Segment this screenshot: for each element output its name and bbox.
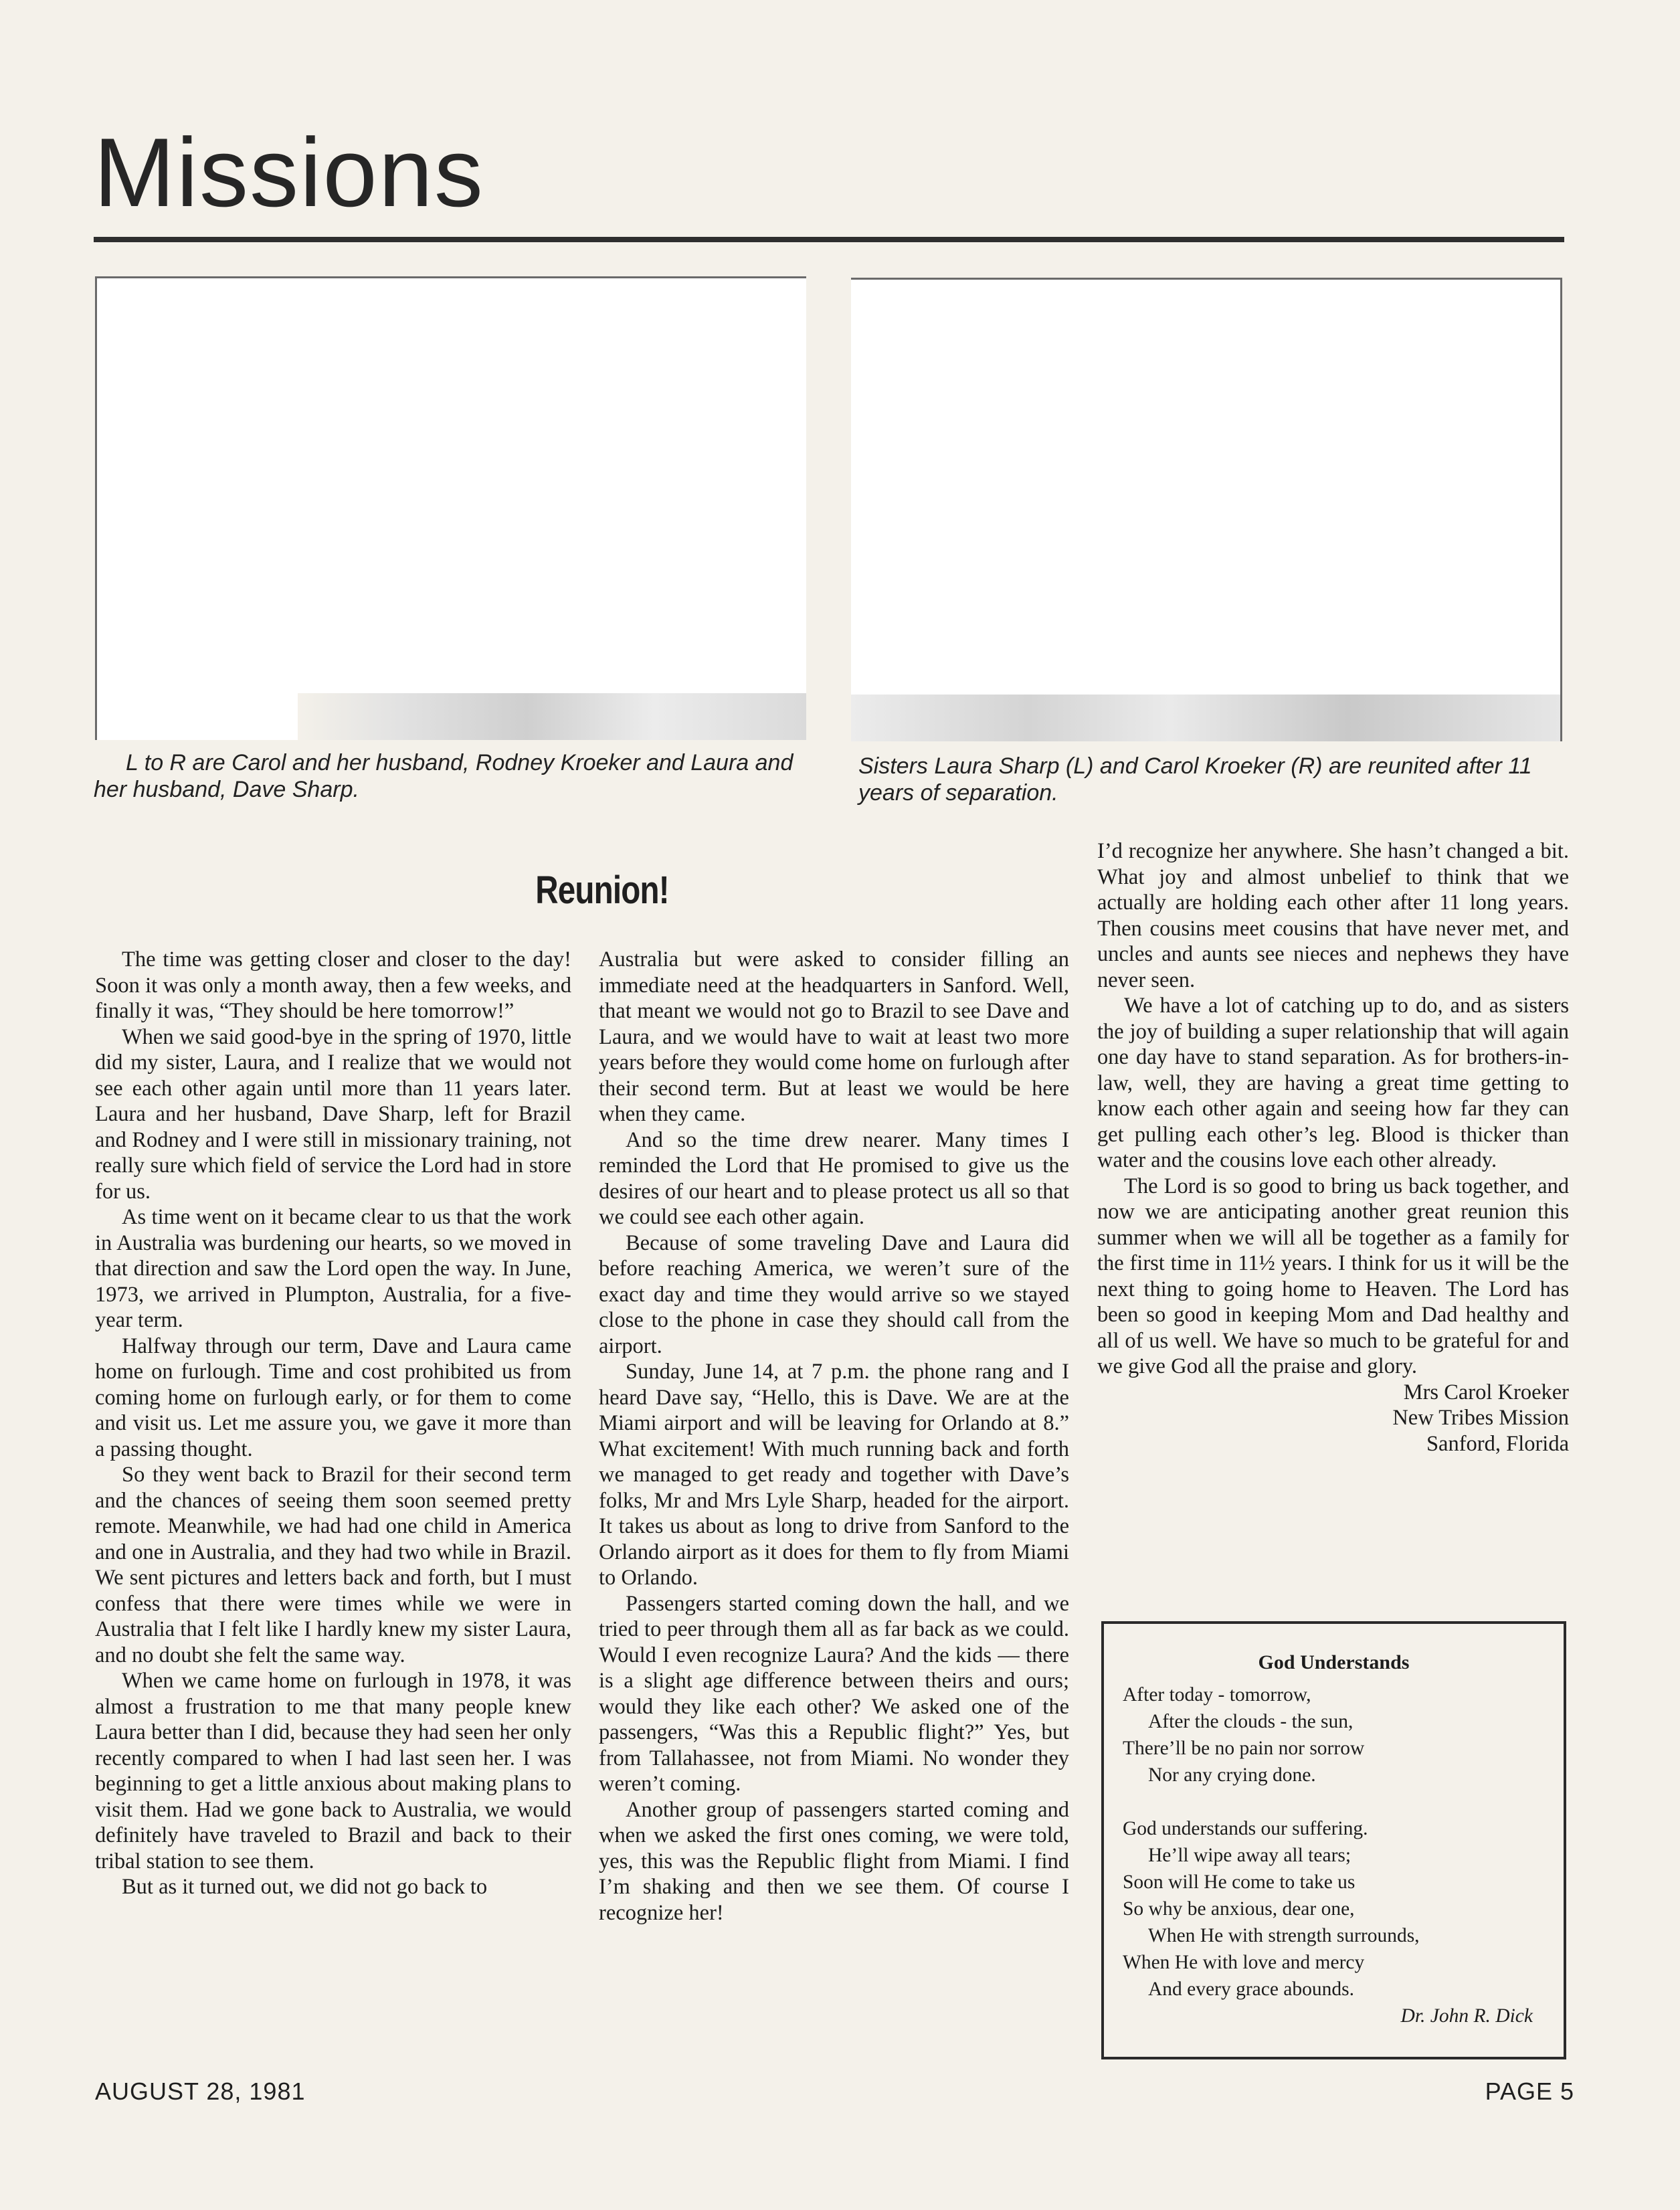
paragraph: As time went on it became clear to us that the work in Australia was burdening our hearts, so we moved in that direction and saw the Lord open the way. In June, 1973, we arrived in Plumpton, Australia, for a five-year term. xyxy=(95,1205,571,1332)
paragraph: When we came home on furlough in 1978, it was almost a frustration to me that many people knew Laura better than I did, because they had seen her only recently compared to when I had last seen her. I was beginning to get a little anxious about making plans to visit them. Had we gone back to Australia, we would definitely have traveled to Brazil and back to their tribal station to see them. xyxy=(95,1669,571,1873)
poem-line: So why be anxious, dear one, xyxy=(1123,1898,1355,1920)
paragraph: Passengers started coming down the hall, and we tried to peer through them all as far back as we could. Would I even recognize Laura? And the kids — there is a slight age difference between theirs and ours; would they like each other? We asked one of the passengers, “Was this a Republic flight?” Yes, but from Tallahassee, not from Miami. No wonder they weren’t coming. xyxy=(599,1591,1069,1796)
article-column-3 xyxy=(1097,838,1569,1457)
paragraph: And so the time drew nearer. Many times I reminded the Lord that He promised to give us the desires of our heart and to please protect us all so that we could see each other again. xyxy=(599,1127,1069,1229)
photo-strip xyxy=(851,695,1560,741)
poem-title: God Understands xyxy=(1258,1651,1410,1673)
poem-line: When He with strength surrounds, xyxy=(1148,1925,1420,1946)
article-column-1 xyxy=(95,947,571,1900)
paragraph: The Lord is so good to bring us back together, and now we are anticipating another great reunion this summer when we will all be together as a family for the first time in 11½ years. I think for us it will be the next thing to going home to Heaven. The Lord has been so good in keeping Mom and Dad healthy and all of us well. We have so much to be grateful for and we give God all the praise and glory. xyxy=(1097,1174,1569,1378)
caption-left: L to R are Carol and her husband, Rodney Kroeker and Laura and her husband, Dave Sharp. xyxy=(94,750,794,802)
poem-line: God understands our suffering. xyxy=(1123,1818,1368,1839)
paragraph: I’d recognize her anywhere. She hasn’t changed a bit. What joy and almost unbelief to think that we actually are holding each other after 11 long years. Then cousins meet cousins that have never met, and uncles and aunts see nieces and nephews they have never seen. xyxy=(1097,839,1569,992)
author-organization: New Tribes Mission xyxy=(1392,1406,1569,1430)
article-headline: Reunion! xyxy=(535,868,669,912)
paragraph: So they went back to Brazil for their second term and the chances of seeing them soon seemed pretty remote. Meanwhile, we had had one child in America and one in Australia, and they had two while in Brazil. We sent pictures and letters back and forth, but I must confess that there were times while we were in Australia that I felt like I hardly knew my sister Laura, and no doubt she felt the same way. xyxy=(95,1463,571,1667)
paragraph: Sunday, June 14, at 7 p.m. the phone rang and I heard Dave say, “Hello, this is Dave. We are at the Miami airport and will be leaving for Orlando at 8.” What excitement! With much running back and forth we managed to get ready and together with Dave’s folks, Mr and Mrs Lyle Sharp, headed for the airport. It takes us about as long to drive from Sanford to the Orlando airport as it does for them to fly from Miami to Orlando. xyxy=(599,1360,1069,1590)
article-column-2 xyxy=(599,947,1069,1926)
page-number: PAGE 5 xyxy=(1485,2078,1574,2105)
author-location: Sanford, Florida xyxy=(1426,1431,1569,1456)
section-title: Missions xyxy=(94,118,484,227)
stanza-gap xyxy=(1123,1788,1545,1815)
paragraph: When we said good-bye in the spring of 1970, little did my sister, Laura, and I realize that we would not see each other again until more than 11 years later. Laura and her husband, Dave Sharp, left for Brazil and Rodney and I were still in missionary training, not really sure which field of service the Lord had in store for us. xyxy=(95,1024,571,1204)
caption-right: Sisters Laura Sharp (L) and Carol Kroeker (R) are reunited after 11 years of separation. xyxy=(858,753,1532,806)
paragraph: The time was getting closer and closer to the day! Soon it was only a month away, then a few weeks, and finally it was, “They should be here tomorrow!” xyxy=(95,947,571,1023)
poem-line: Soon will He come to take us xyxy=(1123,1871,1356,1893)
paragraph: Another group of passengers started coming and when we asked the first ones coming, we were told, yes, this was the Republic flight from Miami. I find I’m shaking and then we see them. Of course I recognize her! xyxy=(599,1797,1069,1925)
paragraph: Because of some traveling Dave and Laura did before reaching America, we weren’t sure of the exact day and time they would arrive so we stayed close to the phone in case they should call from the airport. xyxy=(599,1230,1069,1358)
poem-line: There’ll be no pain nor sorrow xyxy=(1123,1738,1365,1759)
poem-line: After today - tomorrow, xyxy=(1123,1684,1311,1706)
header-rule xyxy=(94,237,1564,242)
poem-line: When He with love and mercy xyxy=(1123,1952,1365,1973)
poem-line: Nor any crying done. xyxy=(1148,1764,1316,1786)
paragraph: But as it turned out, we did not go back to xyxy=(122,1875,488,1899)
paragraph: Halfway through our term, Dave and Laura came home on furlough. Time and cost prohibited us from coming home on furlough early, or for them to come and visit us. Let me assure you, we gave it more than a passing thought. xyxy=(95,1333,571,1461)
issue-date: AUGUST 28, 1981 xyxy=(95,2078,306,2105)
photo-couples xyxy=(95,276,806,740)
paragraph: We have a lot of catching up to do, and as sisters the joy of building a super relationship that will again one day have to stand separation. As for brothers-in-law, well, they are having a great time getting to know each other again and seeing how far they can get pulling each other’s leg. Blood is thicker than water and the cousins love each other already. xyxy=(1097,994,1569,1172)
poem-author: Dr. John R. Dick xyxy=(1400,2005,1533,2027)
author-name: Mrs Carol Kroeker xyxy=(1403,1380,1569,1404)
poem-line: After the clouds - the sun, xyxy=(1148,1711,1354,1732)
photo-strip xyxy=(298,693,806,740)
paragraph: Australia but were asked to consider filling an immediate need at the headquarters in Sanford. Well, that meant we would not go to Brazil to see Dave and Laura, and we would have to wait at least two more years before they would come home on furlough after their second term. But at least we would be here when they came. xyxy=(599,947,1069,1126)
poem-line: And every grace abounds. xyxy=(1148,1978,1354,2000)
photo-sisters xyxy=(851,278,1562,741)
poem-box xyxy=(1101,1621,1566,2059)
poem-line: He’ll wipe away all tears; xyxy=(1148,1845,1351,1866)
